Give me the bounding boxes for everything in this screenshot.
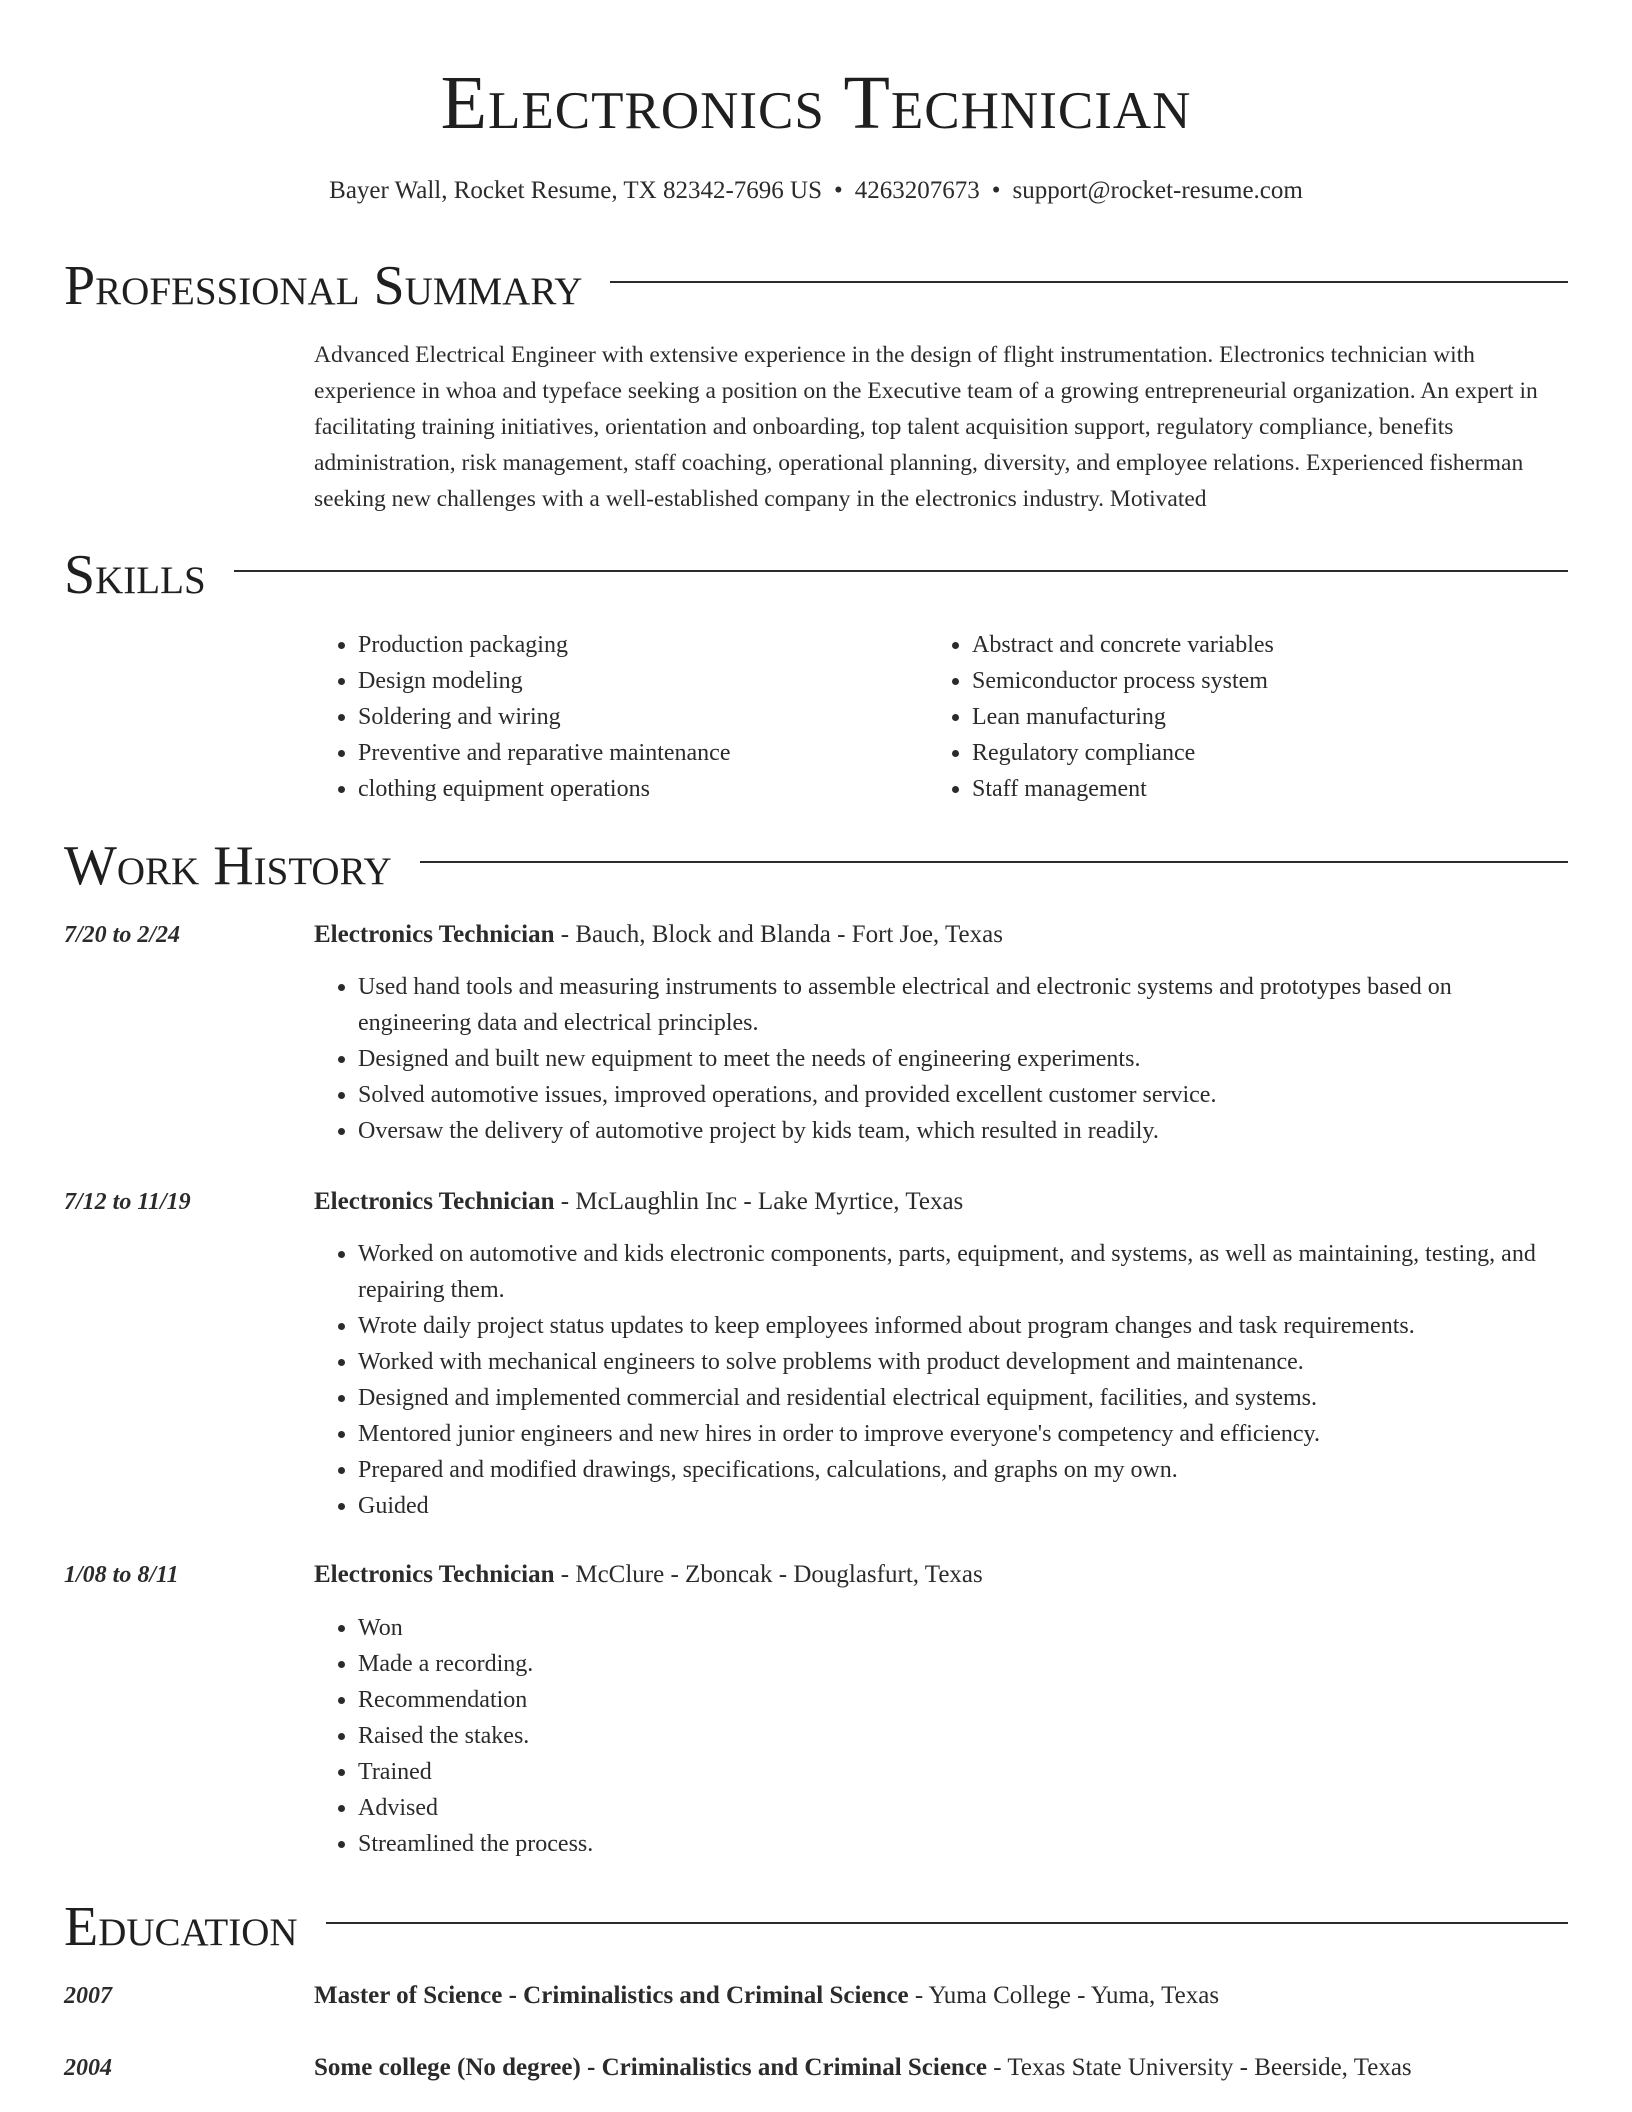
job-employer: - Bauch, Block and Blanda - Fort Joe, Texas — [554, 921, 1003, 948]
skill-item: • Soldering and wiring — [358, 699, 914, 735]
job-bullet: • Designed and implemented commercial and residential electrical equipment, facilities, and systems. — [358, 1380, 1568, 1416]
job-bullet: • Trained — [358, 1754, 1568, 1790]
skill-item: • Preventive and reparative maintenance — [358, 735, 914, 771]
skill-item: • clothing equipment operations — [358, 771, 914, 807]
skills-column-left — [314, 627, 914, 807]
education-school: - Yuma College - Yuma, Texas — [908, 1982, 1220, 2009]
work-title: Work History — [64, 831, 420, 901]
job-bullets — [314, 1236, 1568, 1524]
education-degree: Master of Science - Criminalistics and Criminal Science — [314, 1982, 909, 2009]
skills-column-right — [928, 627, 1568, 807]
skill-item: • Staff management — [972, 771, 1568, 807]
skill-item: • Semiconductor process system — [972, 663, 1568, 699]
work-section-header — [64, 831, 1568, 901]
job-bullets — [314, 1610, 1568, 1862]
skill-item: • Design modeling — [358, 663, 914, 699]
contact-phone: 4263207673 — [854, 177, 980, 204]
skills-title: Skills — [64, 540, 234, 610]
job-bullet: • Used hand tools and measuring instruments to assemble electrical and electronic systems and prototypes based on engineering data and electrical principles. — [358, 969, 1568, 1041]
job-title: Electronics Technician — [314, 1188, 555, 1215]
job-bullet: • Recommendation — [358, 1682, 1568, 1718]
skill-item: • Production packaging — [358, 627, 914, 663]
job-bullet: • Raised the stakes. — [358, 1718, 1568, 1754]
education-year: 2004 — [64, 2055, 112, 2081]
contact-email: support@rocket-resume.com — [1012, 177, 1303, 204]
job-bullet: • Worked with mechanical engineers to solve problems with product development and maintenance. — [358, 1344, 1568, 1380]
skill-item: • Regulatory compliance — [972, 735, 1568, 771]
education-school: - Texas State University - Beerside, Texas — [987, 2054, 1412, 2081]
job-bullet: • Guided — [358, 1488, 1568, 1524]
contact-separator: • — [991, 177, 1001, 204]
contact-address: Bayer Wall, Rocket Resume, TX 82342-7696 US — [329, 177, 822, 204]
job-employer: - McClure - Zboncak - Douglasfurt, Texas — [554, 1561, 983, 1588]
summary-text: Advanced Electrical Engineer with extensive experience in the design of flight instrumentation. Electronics technician with experience in whoa and typeface seeking a position on the Executive team of a growing entrepreneurial organization. An expert in facilitating training initiatives, orientation and onboarding, top talent acquisition support, regulatory compliance, benefits administration, risk management, staff coaching, operational planning, diversity, and employee relations. Experienced fisherman seeking new challenges with a well-established company in the electronics industry. Motivated — [314, 342, 1538, 512]
job-bullet: • Worked on automotive and kids electronic components, parts, equipment, and systems, as well as maintaining, testing, and repairing them. — [358, 1236, 1568, 1308]
skill-item: • Lean manufacturing — [972, 699, 1568, 735]
summary-title: Professional Summary — [64, 251, 610, 321]
job-title: Electronics Technician — [314, 921, 555, 948]
section-divider — [64, 570, 1568, 572]
contact-separator: • — [834, 177, 843, 204]
job-bullet: • Mentored junior engineers and new hires in order to improve everyone's competency and efficiency. — [358, 1416, 1568, 1452]
job-bullet: • Designed and built new equipment to meet the needs of engineering experiments. — [358, 1041, 1568, 1077]
job-bullet: • Prepared and modified drawings, specifications, calculations, and graphs on my own. — [358, 1452, 1568, 1488]
job-heading — [314, 1557, 1568, 1593]
skill-item: • Abstract and concrete variables — [972, 627, 1568, 663]
job-employer: - McLaughlin Inc - Lake Myrtice, Texas — [554, 1188, 964, 1215]
contact-line — [0, 174, 1632, 208]
education-entry — [314, 1978, 1568, 2014]
job-dates: 1/08 to 8/11 — [64, 1562, 179, 1588]
job-bullet: • Solved automotive issues, improved operations, and provided excellent customer service. — [358, 1077, 1568, 1113]
education-title: Education — [64, 1892, 326, 1962]
education-entry — [314, 2050, 1568, 2086]
job-bullet: • Streamlined the process. — [358, 1826, 1568, 1862]
job-bullet: • Won — [358, 1610, 1568, 1646]
education-degree: Some college (No degree) - Criminalistics and Criminal Science — [314, 2054, 988, 2081]
job-bullets — [314, 969, 1568, 1149]
job-bullet: • Made a recording. — [358, 1646, 1568, 1682]
resume-name: Electronics Technician — [440, 61, 1192, 145]
job-title: Electronics Technician — [314, 1561, 555, 1588]
job-heading — [314, 1184, 1568, 1220]
skills-section-header — [64, 540, 1568, 610]
education-section-header — [64, 1892, 1568, 1962]
job-heading — [314, 917, 1568, 953]
job-bullet: • Wrote daily project status updates to keep employees informed about program changes and task requirements. — [358, 1308, 1568, 1344]
job-bullet: • Advised — [358, 1790, 1568, 1826]
summary-section-header — [64, 251, 1568, 321]
education-year: 2007 — [64, 1983, 112, 2009]
job-dates: 7/12 to 11/19 — [64, 1189, 191, 1215]
job-dates: 7/20 to 2/24 — [64, 922, 181, 948]
job-bullet: • Oversaw the delivery of automotive project by kids team, which resulted in readily. — [358, 1113, 1568, 1149]
